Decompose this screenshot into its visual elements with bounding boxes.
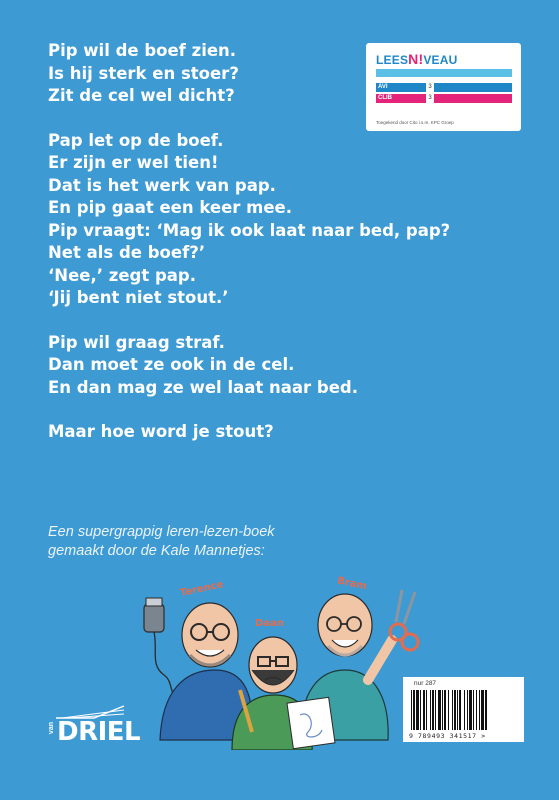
avi-label: AVI xyxy=(378,84,388,90)
story-line: Pip wil graag straf. xyxy=(48,332,225,352)
drawing-paper-icon xyxy=(287,697,335,748)
story-line: Pip wil de boef zien. xyxy=(48,41,237,60)
story-line: En pip gaat een keer mee. xyxy=(48,198,293,217)
authors-illustration xyxy=(140,570,430,750)
barcode-bar xyxy=(444,690,446,730)
tagline xyxy=(48,523,368,561)
barcode-bar xyxy=(481,690,484,730)
story-line: Er zijn er wel tien! xyxy=(48,153,219,172)
barcode-bar xyxy=(435,690,436,730)
barcode-bar xyxy=(411,690,412,730)
story-line: ‘Nee,’ zegt pap. xyxy=(48,265,197,285)
barcode-bar xyxy=(457,690,458,730)
story-line: Is hij sterk en stoer? xyxy=(48,63,239,83)
stanza-4 xyxy=(48,421,508,444)
barcode-bar xyxy=(430,690,431,730)
stanza-3 xyxy=(48,332,508,400)
isbn-number: 9 789493 341517 > xyxy=(409,732,486,740)
reading-level-badge xyxy=(366,43,521,131)
badge-title-mark: N! xyxy=(408,51,424,67)
name-label-terence: Terence xyxy=(179,579,225,600)
barcode-bar xyxy=(479,690,480,730)
publisher-name: DRIEL xyxy=(57,717,141,747)
barcode-bar xyxy=(454,690,456,730)
story-line: Dan moet ze ook in de cel. xyxy=(48,355,295,374)
avi-row xyxy=(376,83,512,92)
story-line: Pip vraagt: ‘Mag ik ook laat naar bed, pap? xyxy=(48,220,451,240)
clib-row xyxy=(376,94,512,103)
barcode-bar xyxy=(413,690,415,730)
hair-clipper-icon xyxy=(144,598,180,700)
story-line: Zit de cel wel dicht? xyxy=(48,86,235,105)
story-line: En dan mag ze wel laat naar bed. xyxy=(48,377,358,397)
badge-footer: Toegekend door Cito i.s.m. KPC Groep xyxy=(376,120,454,125)
barcode-bar xyxy=(432,690,434,730)
badge-title-right: VEAU xyxy=(423,53,458,67)
barcode-bar xyxy=(416,690,419,730)
barcode-bars xyxy=(409,690,519,730)
barcode-box xyxy=(403,677,524,742)
story-line: Maar hoe word je stout? xyxy=(48,422,274,441)
barcode-bar xyxy=(469,690,472,730)
barcode-bar xyxy=(485,690,487,730)
name-label-daan: Daan xyxy=(255,618,284,629)
avi-level: 3 xyxy=(426,83,434,92)
barcode-bar xyxy=(476,690,477,730)
barcode-bar xyxy=(467,690,468,730)
badge-title-left: LEES xyxy=(376,53,409,67)
clib-label: CLIB xyxy=(378,95,392,101)
story-line: ‘Jij bent niet stout.’ xyxy=(48,288,229,307)
barcode-bar xyxy=(448,690,449,730)
stanza-2 xyxy=(48,130,508,310)
barcode-bar xyxy=(464,690,465,730)
name-label-bram: Bram xyxy=(336,575,368,593)
tagline-line-1: Een supergrappig leren-lezen-boek xyxy=(48,524,275,540)
story-line: Dat is het werk van pap. xyxy=(48,175,276,195)
tagline-line-2: gemaakt door de Kale Mannetjes: xyxy=(48,543,265,559)
barcode-bar xyxy=(459,690,461,730)
barcode-bar xyxy=(426,690,427,730)
barcode-bar xyxy=(442,690,443,730)
barcode-bar xyxy=(473,690,474,730)
nur-code: nur 287 xyxy=(414,680,437,687)
barcode-bar xyxy=(420,690,421,730)
barcode-bar xyxy=(452,690,453,730)
barcode-bar xyxy=(438,690,441,730)
clib-level: 3 xyxy=(426,94,434,103)
badge-band xyxy=(376,69,512,77)
story-line: Net als de boef?’ xyxy=(48,243,206,262)
barcode-bar xyxy=(423,690,425,730)
story-line: Pap let op de boef. xyxy=(48,130,224,150)
badge-title xyxy=(376,51,457,67)
publisher-prefix: van xyxy=(48,722,55,735)
